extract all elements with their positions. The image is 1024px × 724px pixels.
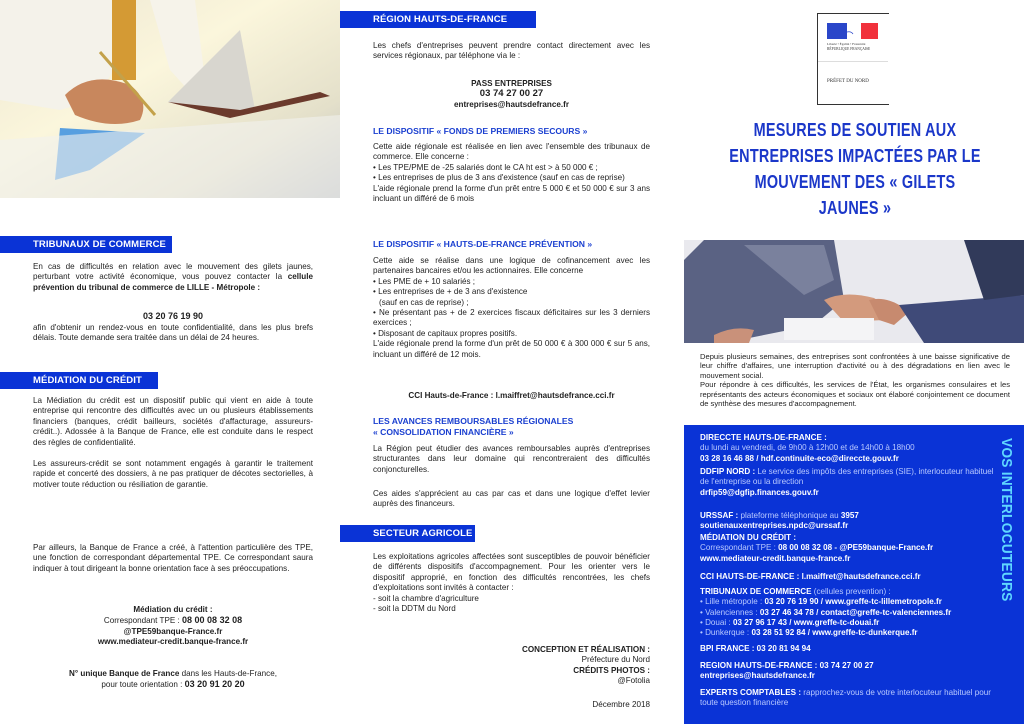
- office-photo: [0, 0, 340, 198]
- mediation-contact-value[interactable]: 08 00 08 32 08 - @PE59banque-France.fr: [778, 543, 934, 553]
- contact-ddfip: [700, 467, 1000, 498]
- prevention-bullet: • Ne présentant pas + de 2 exercices fiscaux déficitaires sur les 3 derniers exercices ;: [373, 308, 650, 328]
- tribunaux-text: [33, 262, 313, 293]
- pass-email[interactable]: entreprises@hautsdefrance.fr: [454, 99, 569, 109]
- title-line-3: MOUVEMENT DES « GILETS JAUNES »: [754, 171, 956, 218]
- contact-tribunaux: [700, 587, 1020, 638]
- prevention-outro: L'aide régionale prend la forme d'un prêt de 50 000 € à 300 000 € sur 5 ans, incluant un différé de 12 mois.: [373, 339, 650, 359]
- intro-p2: Pour répondre à ces difficultés, les services de l'État, les organismes consulaires et les représentants des acteurs économiques et sociaux ont élaboré conjointement ce document de synthèse des mesures d'accompagnement.: [700, 380, 1010, 409]
- region-intro: Les chefs d'entreprises peuvent prendre contact directement avec les services régionaux, par téléphone via le :: [373, 41, 650, 61]
- tribunal-contact[interactable]: 03 20 76 19 90 / www.greffe-tc-lillemetropole.fr: [764, 597, 942, 607]
- avances-p1: La Région peut étudier des avances remboursables auprès d'entreprises structurantes dans leur domaine qui rencontreraient des difficultés conjoncturelles.: [373, 444, 650, 474]
- contact-urssaf: [700, 511, 1000, 532]
- fonds-bullet: • Les TPE/PME de -25 salariés dont le CA ht est > à 50 000 € ;: [373, 162, 598, 172]
- tribunaux-phone[interactable]: 03 20 76 19 90: [142, 311, 204, 321]
- tribunaux-outro: afin d'obtenir un rendez-vous en toute confidentialité, dans les plus brefs délais. Toute demande sera traitée dans un délai de 24 heures.: [33, 323, 313, 343]
- experts-title: EXPERTS COMPTABLES :: [700, 688, 802, 697]
- handshake-photo: [684, 240, 1024, 343]
- republic-name: RÉPUBLIQUE FRANÇAISE: [827, 47, 871, 51]
- contact-mediation: [700, 533, 1000, 564]
- mediation-contact-title: Médiation du crédit :: [133, 605, 213, 614]
- contact-cci: [700, 572, 1000, 582]
- contact-bpi: [700, 644, 1000, 654]
- avances-heading: [373, 416, 663, 438]
- conception-value: Préfecture du Nord: [581, 655, 650, 665]
- title-line-2: ENTREPRISES IMPACTÉES PAR LE: [729, 145, 981, 166]
- prevention-bullet: • Disposant de capitaux propres positifs.: [373, 328, 518, 338]
- urssaf-phone[interactable]: 3957: [840, 511, 859, 520]
- photos-value: @Fotolia: [617, 676, 650, 686]
- tribunaux-cellule: cellule prévention du tribunal de commerce de LILLE - Métropole :: [33, 272, 313, 292]
- tribunaux-contact-title: TRIBUNAUX DE COMMERCE: [700, 587, 812, 596]
- region-email[interactable]: entreprises@hautsdefrance.fr: [700, 671, 815, 681]
- tribunal-city: • Valenciennes :: [700, 607, 760, 617]
- agricole-item: - soit la chambre d'agriculture: [373, 593, 479, 603]
- title-line-1: MESURES DE SOUTIEN AUX: [753, 119, 957, 140]
- agricole-item: - soit la DDTM du Nord: [373, 604, 456, 614]
- credits-block: [373, 645, 650, 687]
- tribunal-contact[interactable]: 03 28 51 92 84 / www.greffe-tc-dunkerque.fr: [751, 628, 918, 638]
- ddfip-email[interactable]: drfip59@dgfip.finances.gouv.fr: [700, 487, 819, 497]
- prefecture-logo: [817, 13, 889, 105]
- tribunal-city: • Lille métropole :: [700, 597, 765, 607]
- marianne-flag-icon: [827, 23, 877, 39]
- mediation-contact-text: Correspondant TPE :: [700, 543, 779, 553]
- tribunal-city: • Douai :: [700, 617, 733, 627]
- brochure-title: [726, 117, 983, 221]
- urssaf-text: plateforme téléphonique au: [738, 511, 841, 520]
- fonds-outro: L'aide régionale prend la forme d'un prêt entre 5 000 € et 50 000 € sur 3 ans incluant un différé de 6 mois: [373, 183, 650, 204]
- bpi-contact[interactable]: BPI FRANCE : 03 20 81 94 94: [700, 644, 811, 653]
- agricole-p1: Les exploitations agricoles affectées sont susceptibles de pouvoir bénéficier de différents dispositifs d'accompagnement. Pour les orienter vers le dispositif approprié, en fonction des difficultés rencontrées, les chefs d'exploitations sont invités à contacter :: [373, 552, 650, 593]
- contact-region: [700, 661, 1000, 682]
- avances-heading-line1: LES AVANCES REMBOURSABLES RÉGIONALES: [373, 416, 574, 426]
- tribunal-item: [700, 608, 1020, 618]
- cci-contact-value[interactable]: CCI HAUTS-DE-FRANCE : l.maiffret@hautsdefrance.cci.fr: [700, 572, 921, 581]
- vos-interlocuteurs-label: VOS INTERLOCUTEURS: [998, 438, 1015, 602]
- experts-text: rapprochez-vous de votre interlocuteur habituel pour toute question financière: [700, 688, 991, 708]
- prevention-bullet: • Les entreprises de + de 3 ans d'existence: [373, 287, 528, 297]
- republic-motto: Liberté • Égalité • Fraternité: [827, 42, 866, 46]
- mediation-p3: Par ailleurs, la Banque de France a créé, à l'attention particulière des TPE, une fonction de correspondant départemental TPE. Ce correspondant saura indiquer à tout dirigeant la bonne orientation face à ses préoccupations.: [33, 543, 313, 573]
- left-panel: [0, 0, 340, 724]
- bdf-text-2: pour toute orientation :: [101, 680, 185, 690]
- tribunal-item: [700, 618, 1020, 628]
- publication-date: Décembre 2018: [592, 700, 650, 709]
- avances-heading-line2: « CONSOLIDATION FINANCIÈRE »: [373, 427, 514, 437]
- tribunal-contact[interactable]: 03 27 46 34 78 / contact@greffe-tc-valenciennes.fr: [759, 607, 952, 617]
- tribunal-item: [700, 597, 1020, 607]
- prevention-body: [373, 256, 650, 360]
- mediation-p2: Les assureurs-crédit se sont notamment engagés à garantir le traitement rapide et concerté des dossiers, à ne pas pratiquer de décotes sectorielles, à motiver toute réduction ou résiliation de garantie.: [33, 459, 313, 489]
- intro-text: [700, 352, 1010, 408]
- bdf-title: N° unique Banque de France: [69, 669, 180, 678]
- mediation-contact-block: [33, 605, 313, 648]
- intro-p1: Depuis plusieurs semaines, des entreprises sont confrontées à une baisse significative de leur chiffre d'affaires, une interruption d'activité ou à des dégradations en lien avec le mouvement social.: [700, 352, 1010, 380]
- prevention-intro: Cette aide se réalise dans une logique de cofinancement avec les partenaires bancaires et/ou les actionnaires. Elle concerne: [373, 256, 650, 276]
- section-banner-agricole: SECTEUR AGRICOLE: [340, 525, 475, 542]
- pass-title: PASS ENTREPRISES: [471, 79, 552, 88]
- conception-label: CONCEPTION ET RÉALISATION :: [521, 645, 650, 654]
- bdf-phone[interactable]: 03 20 91 20 20: [184, 679, 245, 690]
- mediation-email[interactable]: @TPE59banque-France.fr: [123, 626, 223, 636]
- ddfip-title: DDFIP NORD :: [700, 467, 756, 476]
- mediation-web-link[interactable]: www.mediateur-credit.banque-france.fr: [97, 637, 249, 647]
- mediation-contact-title: MÉDIATION DU CRÉDIT :: [700, 533, 797, 542]
- direccte-contact[interactable]: 03 28 16 46 88 / hdf.continuite-eco@direccte.gouv.fr: [700, 453, 899, 463]
- prevention-bullet: • Les PME de + 10 salariés ;: [373, 276, 476, 286]
- pass-phone[interactable]: 03 74 27 00 27: [479, 88, 544, 100]
- mediation-tpe-line: [33, 615, 313, 626]
- bdf-line-2: [33, 679, 313, 690]
- tribunaux-contact-text: (cellules prevention) :: [811, 587, 891, 596]
- section-banner-mediation: MÉDIATION DU CRÉDIT: [0, 372, 158, 389]
- contact-direccte: [700, 433, 1000, 464]
- bdf-text: dans les Hauts-de-France,: [179, 669, 277, 678]
- prevention-bullet: (sauf en cas de reprise) ;: [379, 297, 469, 307]
- tpe-label: Correspondant TPE :: [103, 616, 183, 626]
- fonds-heading: LE DISPOSITIF « FONDS DE PREMIERS SECOURS »: [373, 126, 588, 136]
- direccte-hours: du lundi au vendredi, de 9h00 à 12h00 et de 14h00 à 18h00: [700, 443, 915, 453]
- bdf-line-1: [33, 669, 313, 679]
- region-contact[interactable]: REGION HAUTS-DE-FRANCE : 03 74 27 00 27: [700, 661, 874, 670]
- agricole-body: [373, 552, 650, 614]
- avances-p2: Ces aides s'apprécient au cas par cas et dans une logique d'effet levier auprès des financeurs.: [373, 489, 650, 509]
- tribunal-item: [700, 628, 1020, 638]
- tpe-phone[interactable]: 08 00 08 32 08: [182, 615, 243, 626]
- contact-experts: [700, 688, 1000, 709]
- mediation-p1: La Médiation du crédit est un dispositif public qui vient en aide à toute entreprise qui rencontre des difficultés avec un ou plusieurs établissements financiers (banques, crédit bailleurs, sociétés d'affacturage, assureurs-crédit..). Adossée à la Banque de France, elle est conduite dans le respect des règles de confidentialité.: [33, 396, 313, 447]
- pass-entreprises-block: [373, 79, 650, 110]
- urssaf-title: URSSAF :: [700, 511, 739, 520]
- tribunal-contact[interactable]: 03 27 96 17 43 / www.greffe-tc-douai.fr: [732, 617, 880, 627]
- contacts-panel: [684, 425, 1024, 724]
- tribunal-city: • Dunkerque :: [700, 628, 752, 638]
- prevention-heading: LE DISPOSITIF « HAUTS-DE-FRANCE PRÉVENTION »: [373, 239, 593, 249]
- middle-panel: [340, 0, 682, 724]
- ddfip-text: Le service des impôts des entreprises (SIE), interlocuteur habituel de l'entreprise ou la direction: [700, 467, 994, 487]
- fonds-bullet: • Les entreprises de plus de 3 ans d'existence (sauf en cas de reprise): [373, 173, 625, 183]
- mediation-contact-web[interactable]: www.mediateur-credit.banque-france.fr: [700, 553, 851, 563]
- prefet-label: PRÉFET DU NORD: [827, 79, 869, 84]
- urssaf-email[interactable]: soutienauxentreprises.npdc@urssaf.fr: [700, 521, 849, 531]
- tribunaux-intro: En cas de difficultés en relation avec le mouvement des gilets jaunes, perturbant votre activité économique, vous pouvez contacter la: [33, 262, 313, 282]
- cci-contact[interactable]: CCI Hauts-de-France : l.maiffret@hautsdefrance.cci.fr: [408, 391, 615, 400]
- photos-label: CRÉDITS PHOTOS :: [573, 665, 650, 675]
- section-banner-region: RÉGION HAUTS-DE-FRANCE: [340, 11, 536, 28]
- fonds-body: [373, 142, 650, 204]
- fonds-intro: Cette aide régionale est réalisée en lien avec l'ensemble des tribunaux de commerce. Elle concerne :: [373, 142, 650, 162]
- section-banner-tribunaux: TRIBUNAUX DE COMMERCE: [0, 236, 172, 253]
- direccte-title: DIRECCTE HAUTS-DE-FRANCE :: [700, 433, 827, 442]
- bdf-block: [33, 669, 313, 691]
